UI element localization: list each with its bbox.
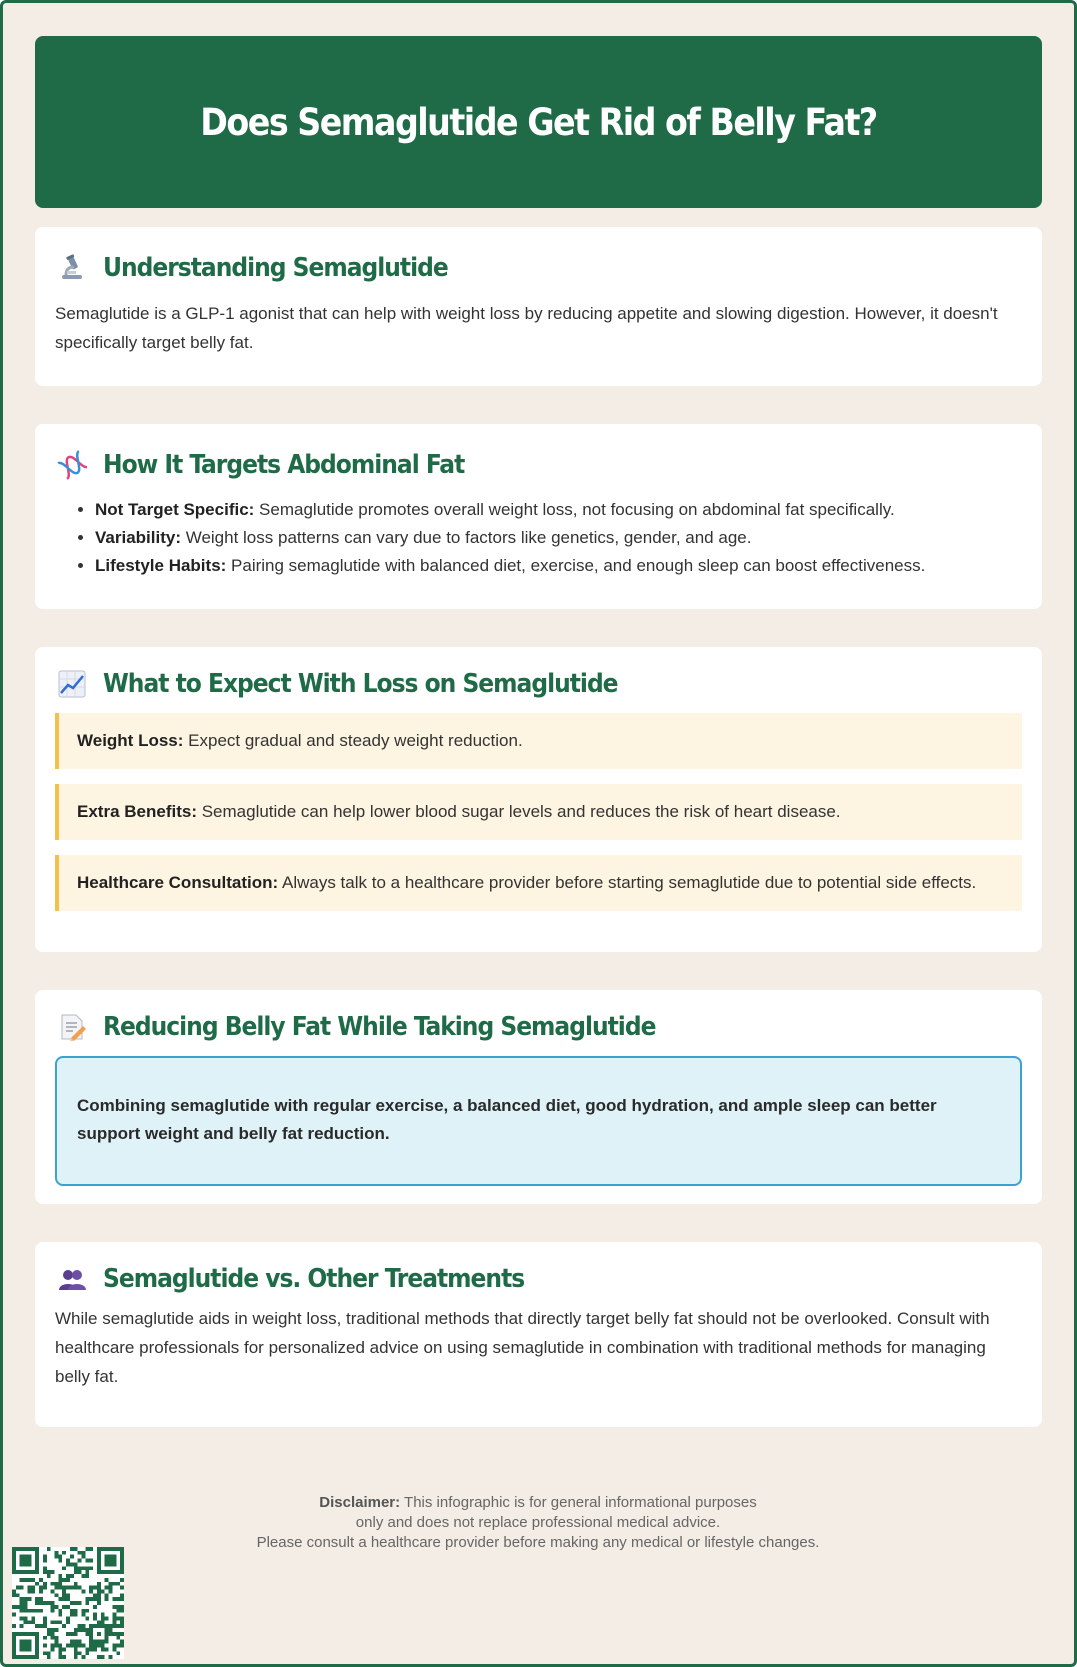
list-item [95,524,1022,552]
item-label: Extra Benefits: [77,802,197,821]
item-label: Not Target Specific: [95,500,255,519]
section-body: While semaglutide aids in weight loss, traditional methods that directly target belly fat should not be overlooked. Consult with healthcare professionals for personalized advice on using semaglutide in combination with traditional methods for managing belly fat. [55,1309,990,1386]
disclaimer-label: Disclaimer: [319,1494,401,1511]
people-icon [55,1262,89,1296]
title-banner [35,36,1042,208]
disclaimer-line: Please consult a healthcare provider before making any medical or lifestyle changes. [256,1534,820,1551]
item-text: Pairing semaglutide with balanced diet, exercise, and enough sleep can boost effectiveness. [226,556,926,575]
item-label: Weight Loss: [77,731,184,750]
card-targets [35,424,1042,609]
item-text: Always talk to a healthcare provider before starting semaglutide due to potential side effects. [278,873,977,892]
disclaimer-line: only and does not replace professional medical advice. [355,1514,721,1531]
card-versus [35,1242,1042,1427]
section-heading: Reducing Belly Fat While Taking Semaglutide [103,1012,656,1042]
card-header [55,1010,1022,1044]
item-text: Expect gradual and steady weight reduction. [183,731,523,750]
disclaimer [143,1493,933,1553]
expect-item [55,713,1022,769]
highlight-box: Combining semaglutide with regular exercise, a balanced diet, good hydration, and ample sleep can better support weight and belly fat reduction. [55,1056,1022,1186]
bullet-list [55,496,1022,580]
card-reducing [35,990,1042,1204]
section-heading: How It Targets Abdominal Fat [103,450,465,480]
list-item [95,552,1022,580]
card-expect [35,647,1042,952]
disclaimer-line [143,1493,933,1513]
card-header [55,448,1022,482]
section-heading: Understanding Semaglutide [103,253,448,283]
item-text: Semaglutide can help lower blood sugar levels and reduces the risk of heart disease. [196,802,841,821]
page-title: Does Semaglutide Get Rid of Belly Fat? [200,100,877,144]
card-header [55,251,1022,285]
section-heading: What to Expect With Loss on Semaglutide [103,669,618,699]
list-item [95,496,1022,524]
section-heading: Semaglutide vs. Other Treatments [103,1264,525,1294]
item-text: Weight loss patterns can vary due to factors like genetics, gender, and age. [180,528,752,547]
item-label: Variability: [95,528,181,547]
dna-icon [55,448,89,482]
item-label: Lifestyle Habits: [95,556,227,575]
item-text: Semaglutide promotes overall weight loss, not focusing on abdominal fat specifically. [254,500,895,519]
section-body: Semaglutide is a GLP-1 agonist that can help with weight loss by reducing appetite and slowing digestion. However, it doesn't specifically target belly fat. [55,304,998,352]
card-understanding [35,227,1042,386]
item-label: Healthcare Consultation: [77,873,279,892]
expect-item [55,784,1022,840]
expect-item [55,855,1022,911]
qr-code[interactable] [12,1547,124,1659]
disclaimer-text: This infographic is for general informational purposes [400,1494,757,1511]
chart-increasing-icon [55,667,89,701]
card-header [55,667,1022,701]
memo-icon [55,1010,89,1044]
microscope-icon [55,251,89,285]
card-header [55,1262,1022,1296]
